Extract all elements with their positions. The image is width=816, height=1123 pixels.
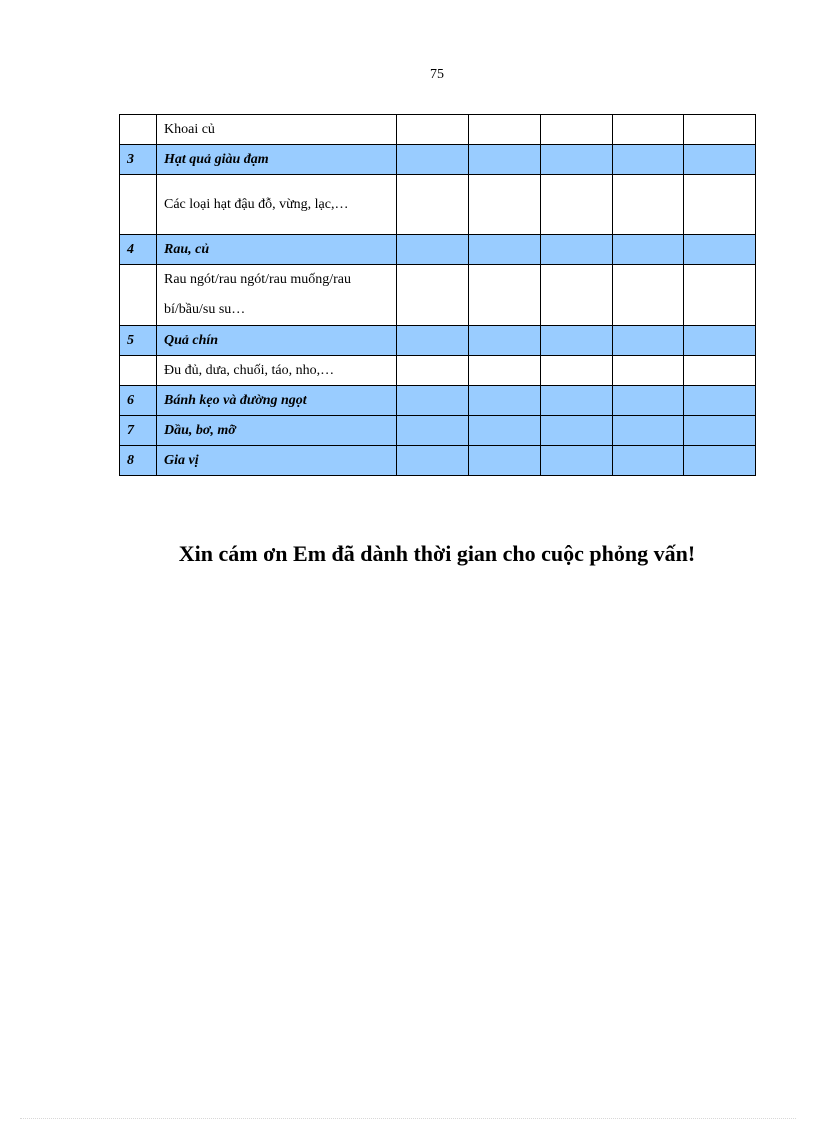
frequency-cell <box>613 386 684 416</box>
frequency-cell <box>469 356 541 386</box>
frequency-cell <box>469 416 541 446</box>
frequency-cell <box>684 416 756 446</box>
frequency-cell <box>469 446 541 476</box>
frequency-cell <box>397 326 469 356</box>
food-frequency-table <box>119 114 756 476</box>
frequency-cell <box>541 326 613 356</box>
category-row <box>120 446 756 476</box>
page-number: 75 <box>430 67 444 82</box>
page-bottom-divider <box>20 1118 796 1119</box>
category-name-cell: Dầu, bơ, mỡ <box>157 416 397 446</box>
frequency-cell <box>613 175 684 235</box>
frequency-cell <box>397 175 469 235</box>
frequency-cell <box>397 235 469 265</box>
frequency-cell <box>613 356 684 386</box>
table-body <box>120 115 756 476</box>
frequency-cell <box>397 416 469 446</box>
frequency-cell <box>397 446 469 476</box>
frequency-cell <box>613 326 684 356</box>
frequency-cell <box>469 265 541 326</box>
frequency-cell <box>397 265 469 326</box>
category-name-cell: Quả chín <box>157 326 397 356</box>
frequency-cell <box>541 145 613 175</box>
frequency-cell <box>613 145 684 175</box>
frequency-cell <box>613 265 684 326</box>
frequency-cell <box>541 446 613 476</box>
category-row <box>120 145 756 175</box>
frequency-cell <box>469 175 541 235</box>
row-number-cell: 8 <box>120 446 157 476</box>
frequency-cell <box>684 386 756 416</box>
table-row <box>120 175 756 235</box>
frequency-cell <box>684 326 756 356</box>
frequency-cell <box>684 356 756 386</box>
frequency-cell <box>397 356 469 386</box>
frequency-cell <box>397 386 469 416</box>
row-number-cell: 6 <box>120 386 157 416</box>
row-number-cell <box>120 265 157 326</box>
row-number-cell <box>120 356 157 386</box>
frequency-cell <box>541 115 613 145</box>
frequency-cell <box>541 386 613 416</box>
row-number-cell: 5 <box>120 326 157 356</box>
row-number-cell <box>120 115 157 145</box>
food-item-cell: Khoai củ <box>157 115 397 145</box>
frequency-cell <box>397 115 469 145</box>
frequency-cell <box>397 145 469 175</box>
table-row <box>120 356 756 386</box>
row-number-cell <box>120 175 157 235</box>
frequency-cell <box>469 235 541 265</box>
frequency-cell <box>684 446 756 476</box>
table-row <box>120 115 756 145</box>
category-row <box>120 386 756 416</box>
category-row <box>120 326 756 356</box>
row-number-cell: 3 <box>120 145 157 175</box>
frequency-cell <box>613 416 684 446</box>
row-number-cell: 7 <box>120 416 157 446</box>
frequency-cell <box>469 115 541 145</box>
category-name-cell: Bánh kẹo và đường ngọt <box>157 386 397 416</box>
frequency-cell <box>684 115 756 145</box>
frequency-cell <box>613 446 684 476</box>
closing-thank-you: Xin cám ơn Em đã dành thời gian cho cuộc phỏng vấn! <box>178 541 696 566</box>
frequency-cell <box>541 175 613 235</box>
frequency-cell <box>541 265 613 326</box>
frequency-cell <box>613 115 684 145</box>
table-row <box>120 265 756 326</box>
frequency-cell <box>613 235 684 265</box>
row-number-cell: 4 <box>120 235 157 265</box>
food-item-cell: Đu đủ, dưa, chuối, táo, nho,… <box>157 356 397 386</box>
category-name-cell: Gia vị <box>157 446 397 476</box>
frequency-cell <box>684 265 756 326</box>
category-row <box>120 416 756 446</box>
frequency-cell <box>684 175 756 235</box>
frequency-cell <box>541 356 613 386</box>
frequency-cell <box>684 235 756 265</box>
frequency-cell <box>469 386 541 416</box>
food-item-cell: Các loại hạt đậu đỗ, vừng, lạc,… <box>157 175 397 235</box>
food-item-cell: Rau ngót/rau ngót/rau muống/rau bí/bầu/su su… <box>157 265 397 326</box>
category-name-cell: Hạt quả giàu đạm <box>157 145 397 175</box>
category-row <box>120 235 756 265</box>
frequency-cell <box>469 326 541 356</box>
frequency-cell <box>684 145 756 175</box>
category-name-cell: Rau, củ <box>157 235 397 265</box>
frequency-cell <box>469 145 541 175</box>
frequency-cell <box>541 416 613 446</box>
frequency-cell <box>541 235 613 265</box>
